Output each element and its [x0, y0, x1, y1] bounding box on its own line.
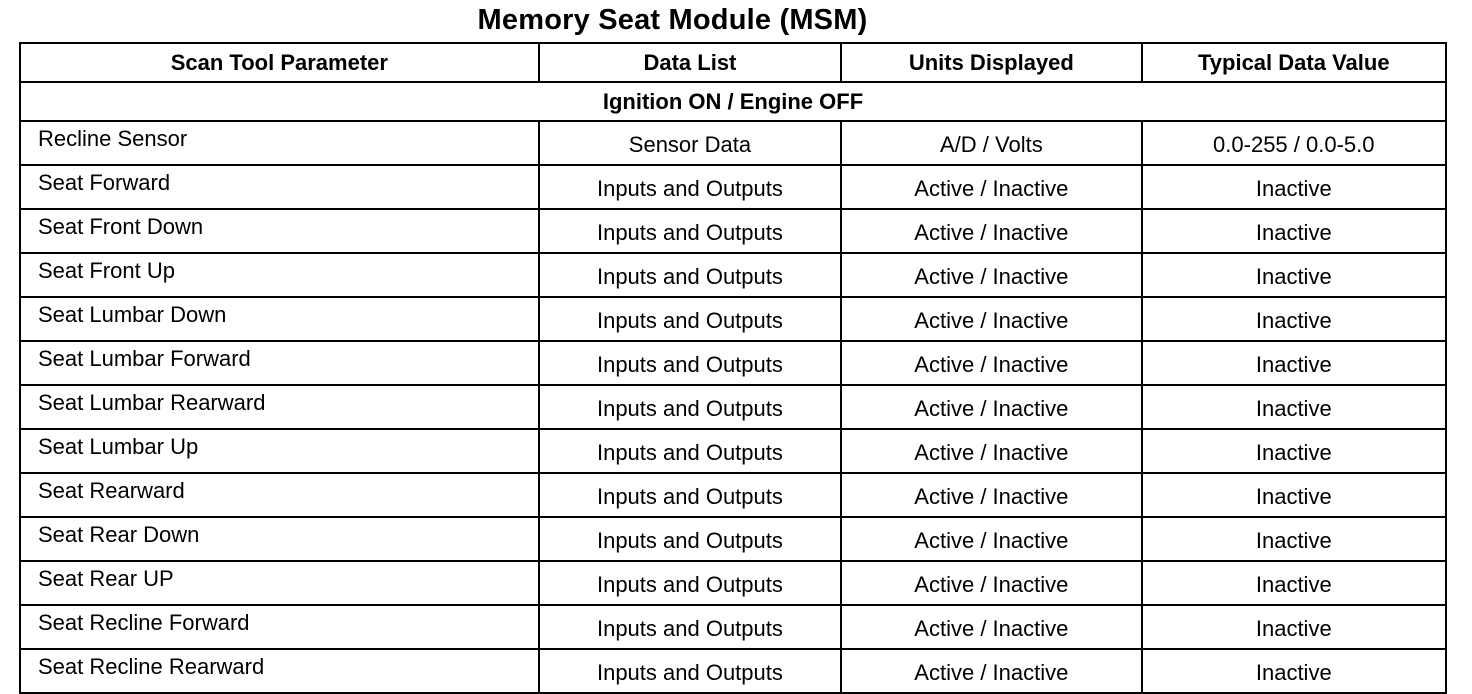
table-row [20, 605, 1446, 649]
units-cell: Active / Inactive [841, 297, 1141, 341]
typical-value-cell: Inactive [1142, 605, 1446, 649]
data-list-cell: Sensor Data [539, 121, 841, 165]
table-row [20, 121, 1446, 165]
table-row [20, 341, 1446, 385]
data-list-cell: Inputs and Outputs [539, 605, 841, 649]
typical-value-cell: Inactive [1142, 561, 1446, 605]
typical-value-cell: Inactive [1142, 385, 1446, 429]
parameter-cell: Seat Recline Forward [20, 605, 539, 649]
data-list-cell: Inputs and Outputs [539, 165, 841, 209]
typical-value-cell: Inactive [1142, 649, 1446, 693]
units-cell: Active / Inactive [841, 165, 1141, 209]
table-row [20, 297, 1446, 341]
table-row [20, 429, 1446, 473]
data-table [19, 42, 1447, 694]
typical-value-cell: Inactive [1142, 209, 1446, 253]
data-list-cell: Inputs and Outputs [539, 649, 841, 693]
section-row [20, 82, 1446, 121]
data-list-cell: Inputs and Outputs [539, 341, 841, 385]
table-row [20, 649, 1446, 693]
typical-value-cell: Inactive [1142, 165, 1446, 209]
typical-value-cell: Inactive [1142, 297, 1446, 341]
units-cell: Active / Inactive [841, 253, 1141, 297]
data-list-cell: Inputs and Outputs [539, 561, 841, 605]
parameter-cell: Seat Rear Down [20, 517, 539, 561]
typical-value-cell: Inactive [1142, 253, 1446, 297]
parameter-cell: Seat Front Up [20, 253, 539, 297]
units-cell: Active / Inactive [841, 209, 1141, 253]
typical-value-cell: Inactive [1142, 517, 1446, 561]
parameter-cell: Seat Rear UP [20, 561, 539, 605]
section-label: Ignition ON / Engine OFF [20, 82, 1446, 121]
units-cell: Active / Inactive [841, 385, 1141, 429]
units-cell: Active / Inactive [841, 649, 1141, 693]
data-list-cell: Inputs and Outputs [539, 429, 841, 473]
parameter-cell: Seat Forward [20, 165, 539, 209]
parameter-cell: Seat Lumbar Up [20, 429, 539, 473]
column-header-data-list: Data List [539, 43, 841, 82]
data-list-cell: Inputs and Outputs [539, 297, 841, 341]
parameter-cell: Seat Front Down [20, 209, 539, 253]
column-header-parameter: Scan Tool Parameter [20, 43, 539, 82]
units-cell: Active / Inactive [841, 605, 1141, 649]
units-cell: Active / Inactive [841, 429, 1141, 473]
parameter-cell: Recline Sensor [20, 121, 539, 165]
table-row [20, 473, 1446, 517]
units-cell: A/D / Volts [841, 121, 1141, 165]
page-title: Memory Seat Module (MSM) [477, 4, 868, 36]
typical-value-cell: Inactive [1142, 429, 1446, 473]
data-list-cell: Inputs and Outputs [539, 473, 841, 517]
header-row [20, 43, 1446, 82]
table-row [20, 165, 1446, 209]
parameter-cell: Seat Rearward [20, 473, 539, 517]
parameter-cell: Seat Lumbar Rearward [20, 385, 539, 429]
data-list-cell: Inputs and Outputs [539, 253, 841, 297]
units-cell: Active / Inactive [841, 341, 1141, 385]
column-header-typical-value: Typical Data Value [1142, 43, 1446, 82]
parameter-cell: Seat Recline Rearward [20, 649, 539, 693]
table-row [20, 385, 1446, 429]
typical-value-cell: 0.0-255 / 0.0-5.0 [1142, 121, 1446, 165]
parameter-cell: Seat Lumbar Down [20, 297, 539, 341]
table-row [20, 517, 1446, 561]
typical-value-cell: Inactive [1142, 341, 1446, 385]
parameter-cell: Seat Lumbar Forward [20, 341, 539, 385]
units-cell: Active / Inactive [841, 517, 1141, 561]
table-row [20, 209, 1446, 253]
typical-value-cell: Inactive [1142, 473, 1446, 517]
data-list-cell: Inputs and Outputs [539, 385, 841, 429]
data-list-cell: Inputs and Outputs [539, 517, 841, 561]
units-cell: Active / Inactive [841, 561, 1141, 605]
table-row [20, 561, 1446, 605]
table-row [20, 253, 1446, 297]
units-cell: Active / Inactive [841, 473, 1141, 517]
data-list-cell: Inputs and Outputs [539, 209, 841, 253]
column-header-units: Units Displayed [841, 43, 1141, 82]
